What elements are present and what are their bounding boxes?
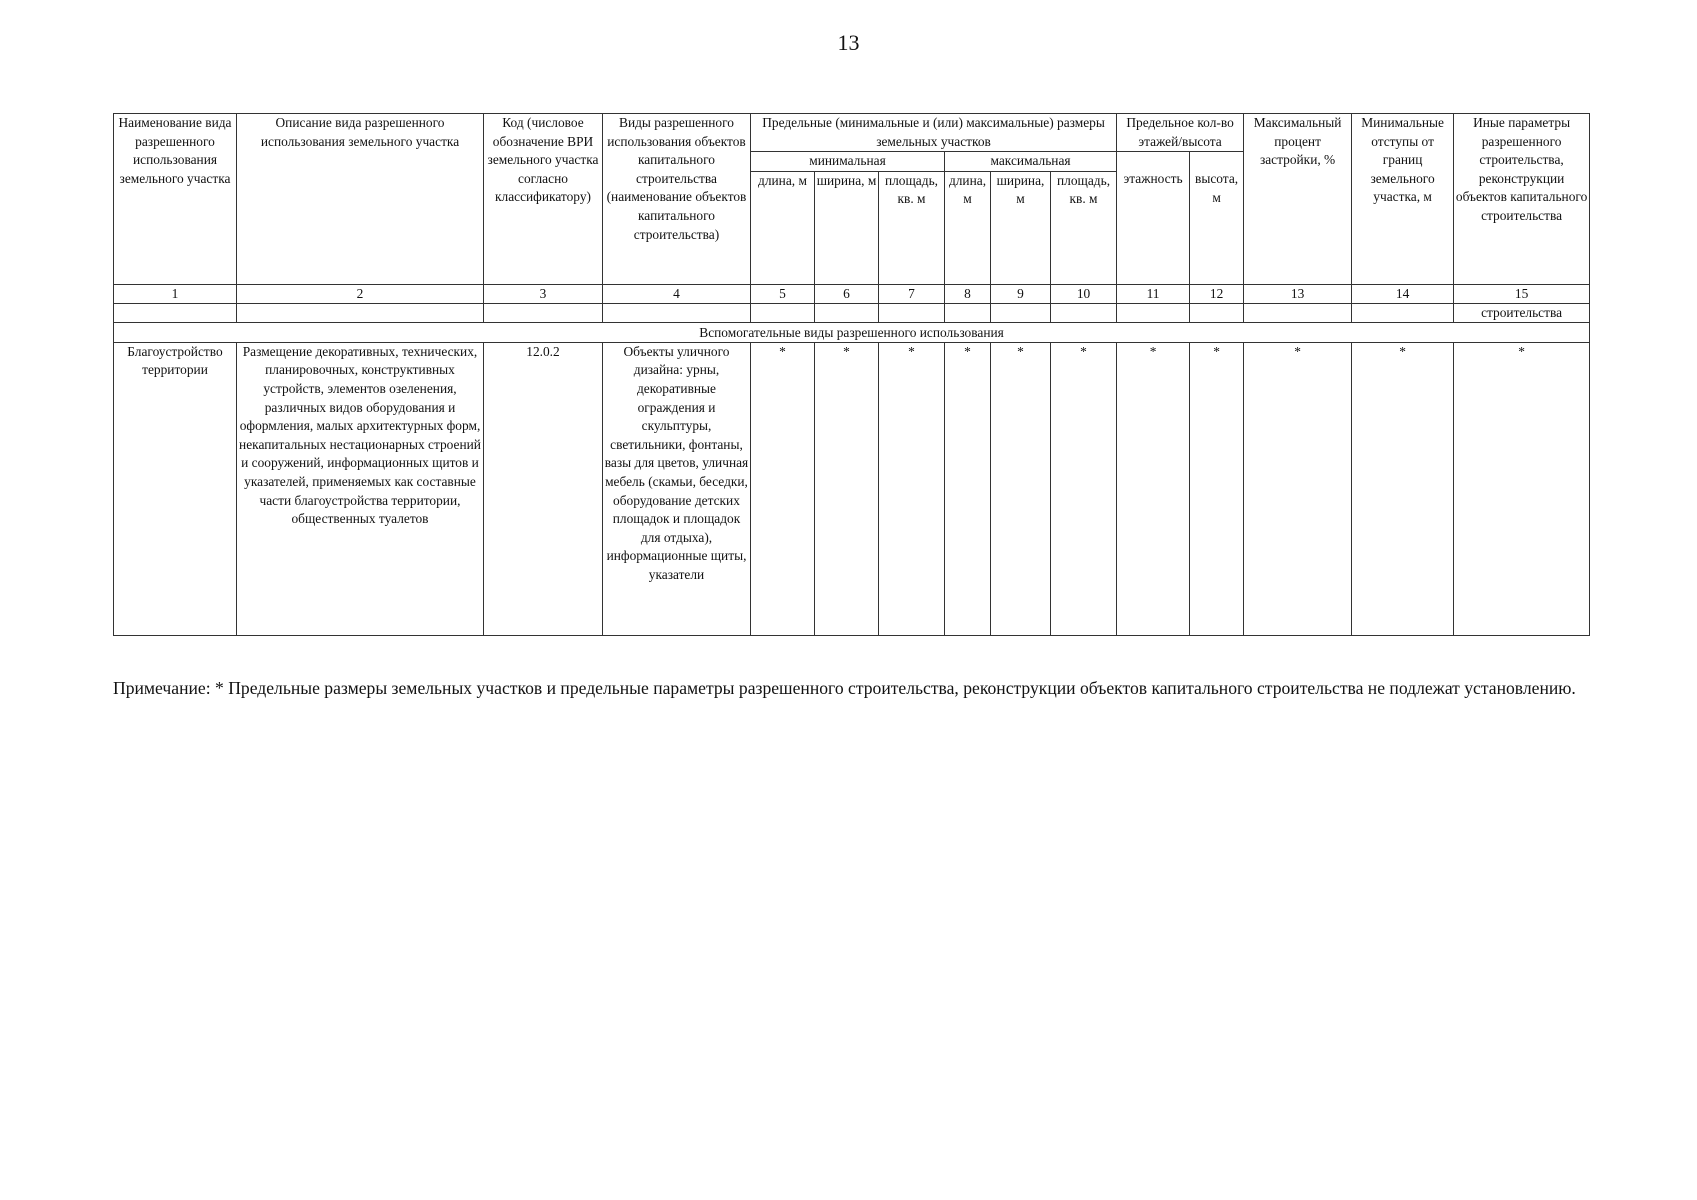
column-number: 11	[1117, 284, 1190, 303]
cell-value: *	[1190, 342, 1244, 635]
header-floors-height: Предельное кол-во этажей/высота	[1117, 114, 1244, 152]
column-number: 6	[815, 284, 879, 303]
column-number: 15	[1454, 284, 1590, 303]
carryover-row	[114, 303, 1590, 322]
cell-value: *	[945, 342, 991, 635]
header-row	[114, 114, 1590, 152]
cell-value: *	[879, 342, 945, 635]
column-number: 10	[1051, 284, 1117, 303]
header-min-width: ширина, м	[815, 171, 879, 284]
cell-value: *	[815, 342, 879, 635]
column-number: 5	[751, 284, 815, 303]
header-min: минимальная	[751, 152, 945, 172]
header-floors: этажность	[1117, 152, 1190, 285]
header-max-length: длина, м	[945, 171, 991, 284]
header-min-area: площадь, кв. м	[879, 171, 945, 284]
column-number: 7	[879, 284, 945, 303]
column-number-row	[114, 284, 1590, 303]
header-description: Описание вида разрешенного использования земельного участка	[237, 114, 484, 285]
cell-description: Размещение декоративных, технических, планировочных, конструктивных устройств, элементов озеленения, различных видов оборудования и оформления, малых архитектурных форм, некапитальных нестационарных строений и сооружений, информационных щитов и указателей, применяемых как составные части благоустройства территории, общественных туалетов	[237, 342, 484, 635]
header-name: Наименование вида разрешенного использования земельного участка	[114, 114, 237, 285]
header-max-width: ширина, м	[991, 171, 1051, 284]
cell-value: *	[991, 342, 1051, 635]
header-other-params: Иные параметры разрешенного строительства, реконструкции объектов капитального строительства	[1454, 114, 1590, 285]
header-max: максимальная	[945, 152, 1117, 172]
table-row	[114, 342, 1590, 635]
cell-value: *	[1117, 342, 1190, 635]
column-number: 12	[1190, 284, 1244, 303]
column-number: 1	[114, 284, 237, 303]
column-number: 2	[237, 284, 484, 303]
header-min-length: длина, м	[751, 171, 815, 284]
header-setbacks: Минимальные отступы от границ земельного участка, м	[1352, 114, 1454, 285]
cell-value: *	[1352, 342, 1454, 635]
cell-value: *	[1244, 342, 1352, 635]
cell-code: 12.0.2	[484, 342, 603, 635]
carryover-text: строительства	[1454, 303, 1590, 322]
column-number: 8	[945, 284, 991, 303]
zoning-parameters-table	[113, 113, 1590, 636]
footnote: Примечание: * Предельные размеры земельных участков и предельные параметры разрешенного строительства, реконструкции объектов капитального строительства не подлежат установлению.	[113, 677, 1576, 698]
column-number: 3	[484, 284, 603, 303]
header-max-percent: Максимальный процент застройки, %	[1244, 114, 1352, 285]
header-max-area: площадь, кв. м	[1051, 171, 1117, 284]
header-code: Код (числовое обозначение ВРИ земельного участка согласно классификатору)	[484, 114, 603, 285]
header-capital-objects: Виды разрешенного использования объектов капитального строительства (наименование объектов капитального строительства)	[603, 114, 751, 285]
column-number: 4	[603, 284, 751, 303]
column-number: 9	[991, 284, 1051, 303]
cell-name: Благоустройство территории	[114, 342, 237, 635]
section-row	[114, 322, 1590, 342]
header-height: высота, м	[1190, 152, 1244, 285]
column-number: 13	[1244, 284, 1352, 303]
cell-objects: Объекты уличного дизайна: урны, декоративные ограждения и скульптуры, светильники, фонтаны, вазы для цветов, уличная мебель (скамьи, беседки, оборудование детских площадок и площадок для отдыха), информационные щиты, указатели	[603, 342, 751, 635]
cell-value: *	[1454, 342, 1590, 635]
section-title: Вспомогательные виды разрешенного использования	[114, 322, 1590, 342]
column-number: 14	[1352, 284, 1454, 303]
header-plot-size-limits: Предельные (минимальные и (или) максимальные) размеры земельных участков	[751, 114, 1117, 152]
cell-value: *	[1051, 342, 1117, 635]
page-number: 13	[837, 30, 860, 55]
cell-value: *	[751, 342, 815, 635]
